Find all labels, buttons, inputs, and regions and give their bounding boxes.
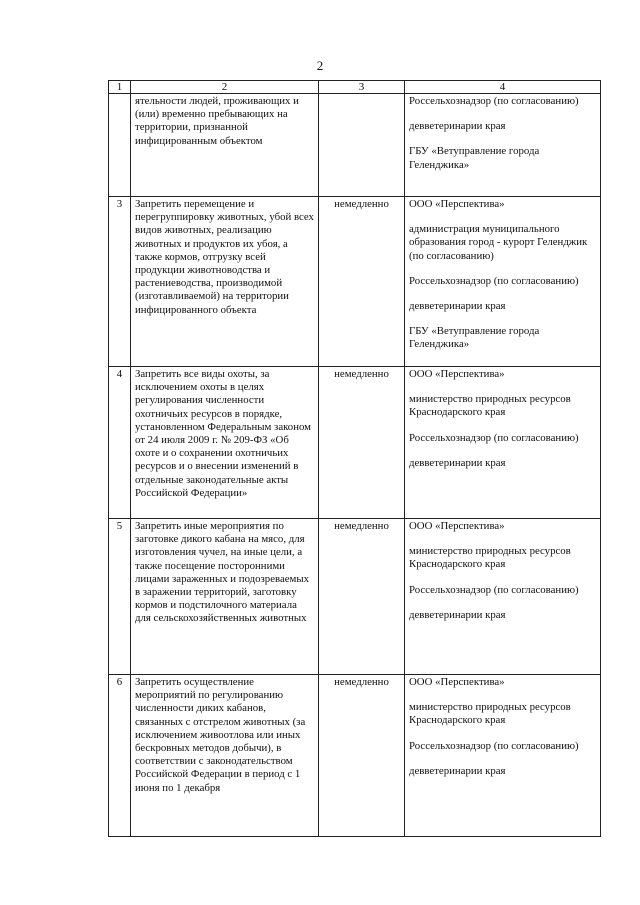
term-text: немедленно [319, 367, 405, 519]
measure-text: Запретить перемещение и перегруппировку животных, убой всех видов животных, реализацию животных и продуктов их убоя, а также кормов, отгрузку всей продукции животноводства и растениеводства, производимой (изготавливаемой) на территории инфицированного объекта [131, 197, 319, 367]
responsible-entry: Россельхознадзор (по согласованию) [409, 95, 579, 107]
responsible-entry: ООО «Перспектива» [409, 368, 505, 380]
responsible-cell [405, 519, 601, 675]
row-number: 5 [109, 519, 131, 675]
term-text [319, 94, 405, 197]
responsible-entry: девветеринарии края [409, 608, 506, 621]
responsible-entry: администрация муниципального образования город - курорт Геленджик (по согласованию) [409, 223, 588, 262]
measure-text: Запретить иные мероприятия по заготовке дикого кабана на мясо, для изготовления чучел, на иные цели, а также посещение посторонними лицами зараженных и подозреваемых в заражении территорий, заготовку кормов и подстилочного материала для сельскохозяйственных животных [131, 519, 319, 675]
responsible-entry: ГБУ «Ветуправление города Геленджика» [409, 325, 540, 351]
term-text: немедленно [319, 519, 405, 675]
responsible-entry: девветеринарии края [409, 300, 506, 313]
responsible-entry: Россельхознадзор (по согласованию) [409, 431, 579, 444]
header-col-4: 4 [405, 81, 601, 94]
term-text: немедленно [319, 197, 405, 367]
measures-table [108, 80, 601, 837]
measure-text: Запретить осуществление мероприятий по регулированию численности диких кабанов, связанных с отстрелом животных (за исключением живоотлова или иных бескровных методов добычи), в соответствии с законодательством Российской Федерации в период с 1 июня по 1 декабря [131, 675, 319, 837]
responsible-entry: Россельхознадзор (по согласованию) [409, 274, 579, 287]
responsible-entry: ГБУ «Ветуправление города Геленджика» [409, 145, 540, 171]
term-text: немедленно [319, 675, 405, 837]
responsible-entry: Россельхознадзор (по согласованию) [409, 583, 579, 596]
responsible-entry: девветеринарии края [409, 120, 506, 133]
table-row [109, 367, 601, 519]
responsible-cell [405, 197, 601, 367]
row-number: 6 [109, 675, 131, 837]
table-row [109, 519, 601, 675]
page-number: 2 [316, 58, 324, 73]
responsible-entry: ООО «Перспектива» [409, 676, 505, 688]
row-number: 4 [109, 367, 131, 519]
responsible-entry: ООО «Перспектива» [409, 198, 505, 210]
row-number [109, 94, 131, 197]
header-col-1: 1 [109, 81, 131, 94]
header-col-2: 2 [131, 81, 319, 94]
measure-text: ятельности людей, проживающих и (или) временно пребывающих на территории, признанной инфицированным объектом [131, 94, 319, 197]
measure-text: Запретить все виды охоты, за исключением охоты в целях регулирования численности охотничьих ресурсов в порядке, установленном Федеральным законом от 24 июля 2009 г. № 209-ФЗ «Об охоте и о сохранении охотничьих ресурсов и о внесении изменений в отдельные законодательные акты Российской Федерации» [131, 367, 319, 519]
responsible-entry: ООО «Перспектива» [409, 520, 505, 532]
responsible-entry: министерство природных ресурсов Краснодарского края [409, 393, 571, 419]
responsible-cell [405, 94, 601, 197]
responsible-entry: министерство природных ресурсов Краснодарского края [409, 701, 571, 727]
responsible-cell [405, 675, 601, 837]
table-header-row [109, 81, 601, 94]
table-row [109, 94, 601, 197]
responsible-cell [405, 367, 601, 519]
header-col-3: 3 [319, 81, 405, 94]
row-number: 3 [109, 197, 131, 367]
table-row [109, 197, 601, 367]
responsible-entry: Россельхознадзор (по согласованию) [409, 739, 579, 752]
responsible-entry: министерство природных ресурсов Краснодарского края [409, 545, 571, 571]
responsible-entry: девветеринарии края [409, 764, 506, 777]
responsible-entry: девветеринарии края [409, 456, 506, 469]
table-row [109, 675, 601, 837]
